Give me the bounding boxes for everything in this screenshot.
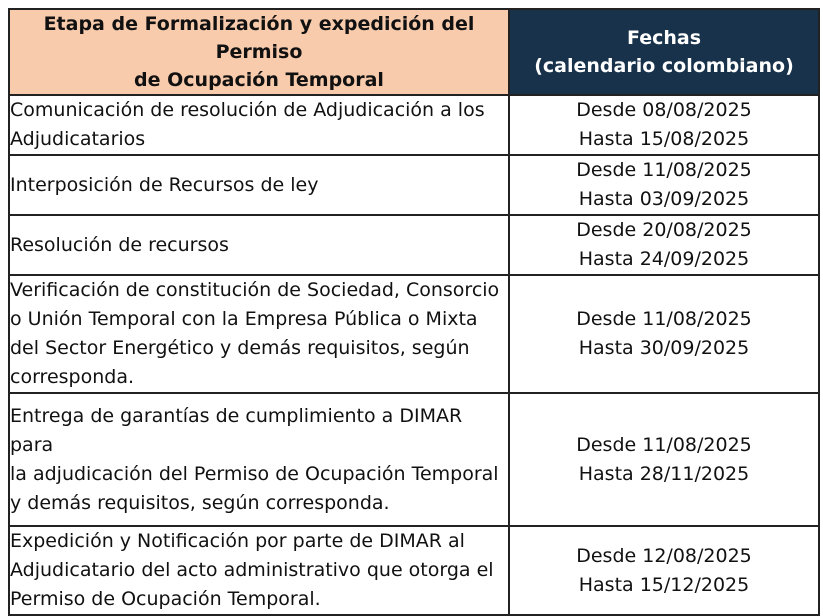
schedule-table (8, 8, 820, 616)
date-to: Hasta 15/12/2025 (578, 573, 750, 596)
date-to: Hasta 30/09/2025 (578, 337, 750, 359)
dates-header-line: Fechas (626, 27, 701, 49)
stage-text: o Unión Temporal con la Empresa Pública o Mixta (10, 308, 478, 330)
dates-cell (509, 95, 819, 155)
stage-text: del Sector Energético y demás requisitos, según (10, 337, 470, 359)
stage-cell (9, 275, 509, 393)
stage-text: Adjudicatario del acto administrativo que otorga el (10, 559, 494, 581)
stage-text: corresponda. (10, 366, 135, 388)
date-from: Desde 20/08/2025 (576, 219, 752, 241)
stage-column-header (9, 9, 509, 95)
table-row (9, 215, 819, 275)
stage-header-line: Etapa de Formalización y expedición del Permiso (43, 13, 475, 63)
date-to: Hasta 15/08/2025 (578, 128, 750, 150)
stage-cell (9, 215, 509, 275)
dates-column-header (509, 9, 819, 95)
dates-cell (509, 393, 819, 526)
header-row (9, 9, 819, 95)
date-to: Hasta 24/09/2025 (578, 248, 750, 270)
date-from: Desde 11/08/2025 (576, 308, 752, 330)
table-row (9, 526, 819, 615)
dates-cell (509, 526, 819, 615)
date-from: Desde 11/08/2025 (576, 433, 752, 456)
stage-text: Interposición de Recursos de ley (10, 173, 319, 196)
stage-text: Entrega de garantías de cumplimiento a DIMAR para (10, 404, 463, 456)
dates-header-line: (calendario colombiano) (534, 55, 794, 77)
stage-text: Permiso de Ocupación Temporal. (10, 588, 321, 610)
stage-text: Adjudicatarios (10, 128, 146, 150)
stage-header-line: de Ocupación Temporal (134, 69, 384, 91)
table-row (9, 275, 819, 393)
stage-text: Comunicación de resolución de Adjudicación a los (10, 99, 485, 121)
stage-cell (9, 95, 509, 155)
stage-text: y demás requisitos, según corresponda. (10, 491, 390, 514)
stage-text: Expedición y Notificación por parte de DIMAR al (10, 530, 465, 552)
table-row (9, 95, 819, 155)
date-from: Desde 12/08/2025 (576, 544, 752, 567)
stage-text: Verificación de constitución de Sociedad, Consorcio (10, 279, 500, 301)
stage-cell (9, 526, 509, 615)
stage-cell (9, 155, 509, 215)
stage-text: la adjudicación del Permiso de Ocupación Temporal (10, 462, 499, 485)
dates-cell (509, 275, 819, 393)
date-from: Desde 08/08/2025 (576, 99, 752, 121)
dates-cell (509, 215, 819, 275)
table-row (9, 155, 819, 215)
date-to: Hasta 03/09/2025 (578, 188, 750, 210)
stage-text: Resolución de recursos (10, 233, 229, 256)
date-from: Desde 11/08/2025 (576, 159, 752, 181)
stage-cell (9, 393, 509, 526)
table-row (9, 393, 819, 526)
date-to: Hasta 28/11/2025 (578, 462, 750, 485)
dates-cell (509, 155, 819, 215)
